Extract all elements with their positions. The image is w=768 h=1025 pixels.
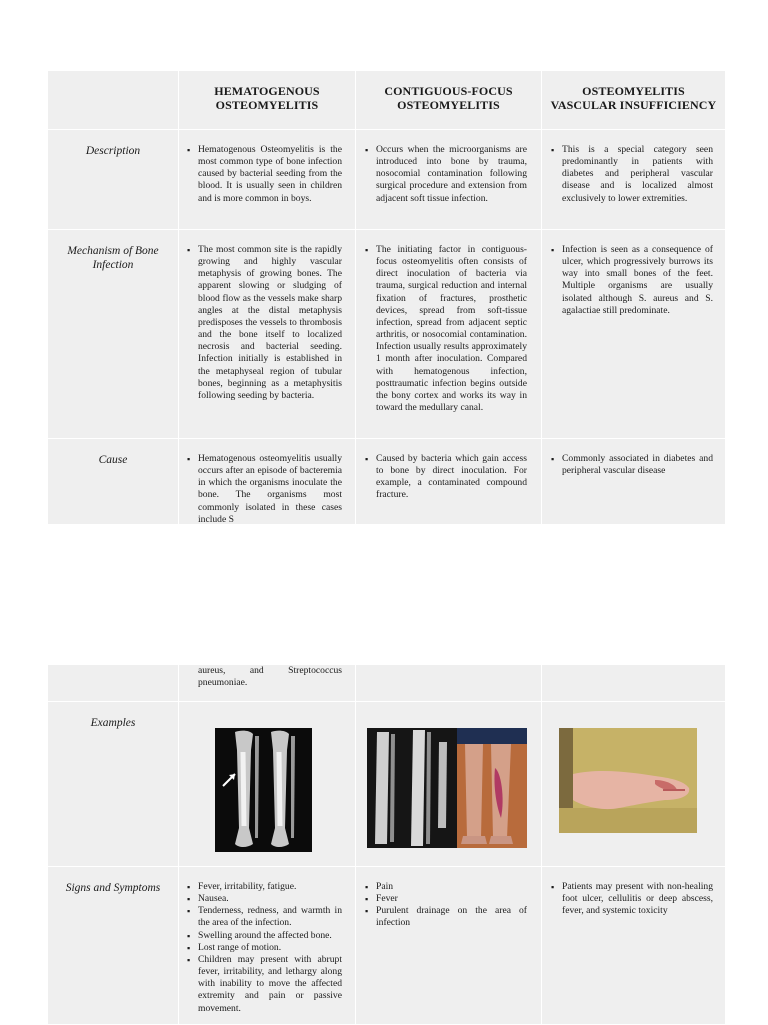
- row-cause-continued: [48, 665, 725, 701]
- row-label-cell: [48, 702, 178, 867]
- osteomyelitis-table-part-2: [48, 665, 725, 1024]
- row-description: [48, 129, 725, 230]
- xray-hematogenous-image: [215, 728, 312, 852]
- cell-vascular-example: [541, 702, 725, 867]
- bullet-item: ▪ The initiating factor in contiguous-focus osteomyelitis often consists of direct inoculation of bacteria via trauma, surgical reduction and internal fixation of fractures, prosthetic devices, spread from soft-tissue infection, spread from adjacent septic arthritis, or nosocomial contamination. Infection usually results approximately 1 month after inoculation. Compared with hematogenous infection, posttraumatic infection begins outside the bony cortex and works its way in toward the medullary canal.: [365, 244, 527, 414]
- row-label-signs: Signs and Symptoms: [65, 882, 161, 894]
- cell-hematogenous-mechanism: [178, 230, 355, 439]
- header-vascular: [541, 71, 725, 129]
- row-label-cause: Cause: [98, 454, 128, 466]
- list-vascular-cause: [551, 453, 713, 477]
- cell-vascular-cause-continued: [541, 665, 725, 701]
- cell-vascular-description: [541, 130, 725, 230]
- bullet-item: ▪ This is a special category seen predominantly in patients with diabetes and peripheral vascular disease and is localized almost exclusively to lower extremities.: [551, 144, 713, 205]
- row-mechanism: [48, 229, 725, 439]
- list-contiguous-description: [365, 144, 527, 205]
- row-label-description: Description: [85, 145, 141, 157]
- bullet-item: ▪ Tenderness, redness, and warmth in the area of the infection.: [187, 905, 342, 929]
- bullet-item: ▪ Patients may present with non-healing foot ulcer, cellulitis or deep abscess, fever, and systemic toxicity: [551, 881, 713, 917]
- row-signs-symptoms: [48, 866, 725, 1025]
- row-label-cell: [48, 867, 178, 1025]
- row-label-examples: Examples: [90, 717, 136, 729]
- bullet-item: ▪ Infection is seen as a consequence of ulcer, which progressively burrows its way into small bones of the feet. Multiple organisms are usually isolated although S. aureus and S. agalactiae still predominate.: [551, 244, 713, 317]
- bullet-item: ▪ Hematogenous osteomyelitis usually occurs after an episode of bacteremia in which the organisms inoculate the bone. The organisms most commonly isolated in these cases include S: [187, 453, 342, 525]
- row-label-cell: [48, 230, 178, 439]
- bullet-item: ▪ The most common site is the rapidly growing and highly vascular metaphysis of growing bones. The apparent slowing or sludging of blood flow as the vessels make sharp angles at the distal metaphysis predisposes the vessels to thrombosis and the bone itself to localized necrosis and bacterial seeding. Infection initially is established in the metaphyseal region of tubular bones, beginning as a metaphysitis following seeding by bacteria.: [187, 244, 342, 402]
- cell-contiguous-mechanism: [355, 230, 541, 439]
- list-vascular-mechanism: [551, 244, 713, 317]
- row-cause: [48, 438, 725, 525]
- osteomyelitis-table-part-1: [48, 71, 725, 524]
- cell-hematogenous-example: [178, 702, 355, 867]
- cell-hematogenous-cause-continued: [178, 665, 355, 701]
- bullet-item: ▪ Children may present with abrupt fever, irritability, and lethargy along with inability to move the affected extremity and pain or passive movement.: [187, 954, 342, 1015]
- bullet-item: ▪ Purulent drainage on the area of infection: [365, 905, 527, 929]
- bullet-item: ▪ Occurs when the microorganisms are introduced into bone by trauma, nosocomial contamination following surgical procedure and extension from adjacent soft tissue infection.: [365, 144, 527, 205]
- list-hematogenous-signs: [187, 881, 342, 1015]
- cell-contiguous-example: [355, 702, 541, 867]
- bullet-item: ▪ Swelling around the affected bone.: [187, 930, 342, 942]
- bullet-item: ▪ Fever: [365, 893, 527, 905]
- row-label-cell: [48, 665, 178, 701]
- bullet-item: ▪ Fever, irritability, fatigue.: [187, 881, 342, 893]
- header-contiguous-text: CONTIGUOUS-FOCUS OSTEOMYELITIS: [384, 84, 513, 112]
- bullet-item: ▪ Lost range of motion.: [187, 942, 342, 954]
- cell-hematogenous-description: [178, 130, 355, 230]
- xray-and-leg-contiguous-image: [367, 728, 527, 848]
- list-hematogenous-mechanism: [187, 244, 342, 402]
- bullet-item: ▪ Hematogenous Osteomyelitis is the most common type of bone infection caused by bacterial seeding from the blood. It is usually seen in children and is more common in boys.: [187, 144, 342, 205]
- bullet-item: ▪ Nausea.: [187, 893, 342, 905]
- list-hematogenous-description: [187, 144, 342, 205]
- table-header-row: [48, 71, 725, 129]
- bullet-item: ▪ Commonly associated in diabetes and peripheral vascular disease: [551, 453, 713, 477]
- header-hematogenous-text: HEMATOGENOUS OSTEOMYELITIS: [214, 84, 320, 112]
- cell-vascular-mechanism: [541, 230, 725, 439]
- bullet-item: ▪ Pain: [365, 881, 527, 893]
- row-examples: [48, 701, 725, 867]
- cell-contiguous-signs: [355, 867, 541, 1025]
- bullet-item: ▪ Caused by bacteria which gain access to bone by direct inoculation. For example, a contaminated compound fracture.: [365, 453, 527, 502]
- header-vascular-text: OSTEOMYELITIS VASCULAR INSUFFICIENCY: [550, 84, 717, 112]
- cell-hematogenous-signs: [178, 867, 355, 1025]
- cell-contiguous-description: [355, 130, 541, 230]
- cell-hematogenous-cause: [178, 439, 355, 525]
- list-vascular-description: [551, 144, 713, 205]
- cell-vascular-cause: [541, 439, 725, 525]
- list-hematogenous-cause: [187, 453, 342, 525]
- diabetic-foot-image: [559, 728, 697, 833]
- row-label-cell: [48, 130, 178, 230]
- cell-contiguous-cause: [355, 439, 541, 525]
- header-contiguous: [355, 71, 541, 129]
- cell-contiguous-cause-continued: [355, 665, 541, 701]
- cause-continued-text: aureus, and Streptococcus pneumoniae.: [198, 665, 342, 689]
- row-label-cell: [48, 439, 178, 525]
- row-label-mechanism: Mechanism of Bone Infection: [67, 245, 159, 271]
- list-vascular-signs: [551, 881, 713, 917]
- header-hematogenous: [178, 71, 355, 129]
- list-contiguous-signs: [365, 881, 527, 930]
- cell-vascular-signs: [541, 867, 725, 1025]
- list-contiguous-mechanism: [365, 244, 527, 414]
- list-contiguous-cause: [365, 453, 527, 502]
- header-empty-cell: [48, 71, 178, 129]
